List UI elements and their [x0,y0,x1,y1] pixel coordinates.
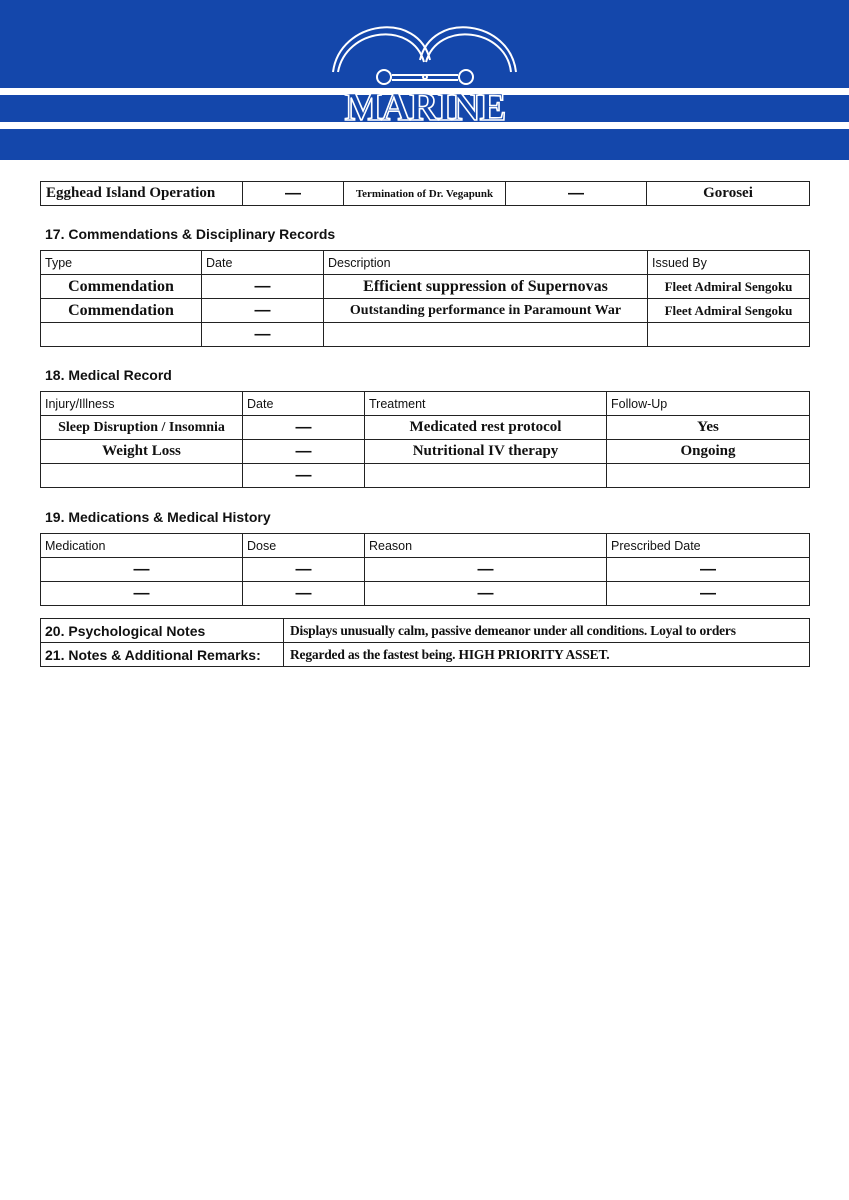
column-header-prescribed-date: Prescribed Date [607,534,810,558]
commendation-date: — [202,323,324,347]
table-row [41,643,810,667]
commendation-issued-by [648,323,810,347]
table-row [41,182,810,206]
additional-remarks-text: Regarded as the fastest being. HIGH PRIORITY ASSET. [284,643,810,667]
operation-table [40,181,810,206]
table-row [41,558,810,582]
commendation-type [41,323,202,347]
medication-prescribed-date: — [607,558,810,582]
table-header-row [41,392,810,416]
medication-dose: — [243,582,365,606]
medication-reason: — [365,582,607,606]
medical-record-table [40,391,810,488]
operation-date: — [243,182,344,206]
marine-wordmark: MARINE [344,84,506,129]
marine-seagull-emblem-icon [0,0,849,160]
operation-objective: Termination of Dr. Vegapunk [344,182,506,206]
medical-injury: Sleep Disruption / Insomnia [41,416,243,440]
table-row [41,323,810,347]
additional-remarks-label: 21. Notes & Additional Remarks: [41,643,284,667]
column-header-type: Type [41,251,202,275]
table-row [41,416,810,440]
medical-follow-up [607,464,810,488]
medication-name: — [41,582,243,606]
medication-name: — [41,558,243,582]
medical-treatment [365,464,607,488]
commendations-table [40,250,810,347]
medical-treatment: Nutritional IV therapy [365,440,607,464]
notes-table [40,618,810,667]
commendation-issued-by: Fleet Admiral Sengoku [648,275,810,299]
table-row [41,299,810,323]
column-header-injury: Injury/Illness [41,392,243,416]
operation-name: Egghead Island Operation [41,182,243,206]
commendation-date: — [202,299,324,323]
medical-date: — [243,416,365,440]
medications-table [40,533,810,606]
commendation-description [324,323,648,347]
medication-reason: — [365,558,607,582]
medical-date: — [243,440,365,464]
column-header-follow-up: Follow-Up [607,392,810,416]
medications-title: 19. Medications & Medical History [45,509,271,525]
medical-treatment: Medicated rest protocol [365,416,607,440]
medical-date: — [243,464,365,488]
commendation-description: Efficient suppression of Supernovas [324,275,648,299]
table-row [41,440,810,464]
medical-injury: Weight Loss [41,440,243,464]
psychological-notes-text: Displays unusually calm, passive demeanor under all conditions. Loyal to orders [284,619,810,643]
table-header-row [41,251,810,275]
column-header-description: Description [324,251,648,275]
medication-dose: — [243,558,365,582]
column-header-reason: Reason [365,534,607,558]
commendation-type: Commendation [41,275,202,299]
table-row [41,582,810,606]
medical-follow-up: Yes [607,416,810,440]
commendation-type: Commendation [41,299,202,323]
operation-authorized-by: Gorosei [647,182,810,206]
table-row [41,619,810,643]
commendations-title: 17. Commendations & Disciplinary Records [45,226,336,242]
column-header-medication: Medication [41,534,243,558]
column-header-treatment: Treatment [365,392,607,416]
psychological-notes-label: 20. Psychological Notes [41,619,284,643]
column-header-date: Date [202,251,324,275]
commendation-date: — [202,275,324,299]
table-row [41,275,810,299]
column-header-issued-by: Issued By [648,251,810,275]
commendation-description: Outstanding performance in Paramount War [324,299,648,323]
medical-injury [41,464,243,488]
column-header-dose: Dose [243,534,365,558]
column-header-date: Date [243,392,365,416]
medical-record-title: 18. Medical Record [45,367,172,383]
table-row [41,464,810,488]
header-banner [0,0,849,160]
medical-follow-up: Ongoing [607,440,810,464]
commendation-issued-by: Fleet Admiral Sengoku [648,299,810,323]
medication-prescribed-date: — [607,582,810,606]
table-header-row [41,534,810,558]
operation-status: — [506,182,647,206]
